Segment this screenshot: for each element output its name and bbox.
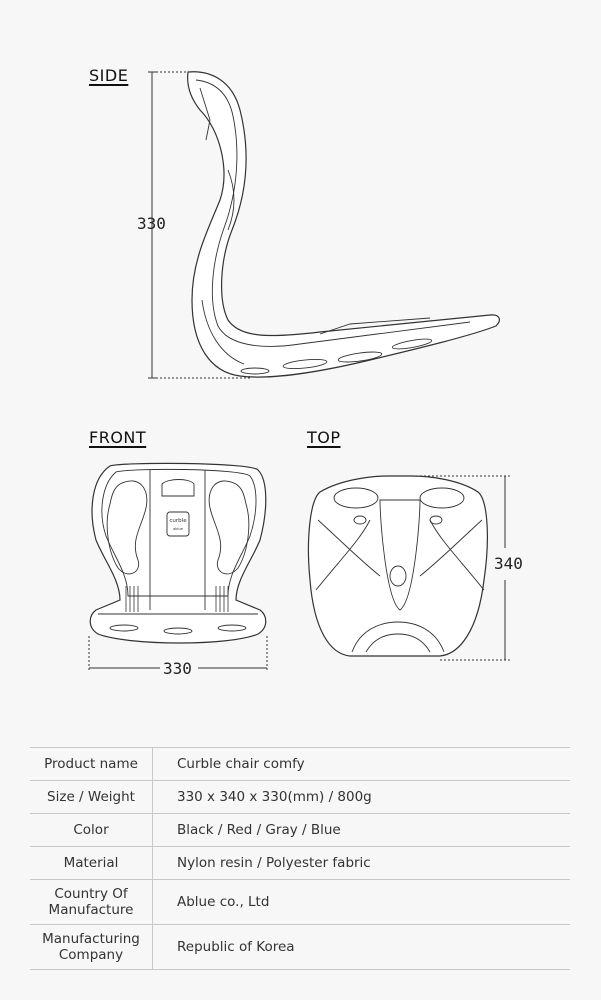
spec-value: Black / Red / Gray / Blue xyxy=(153,814,571,847)
front-view-label: FRONT xyxy=(89,428,147,447)
top-view-chair xyxy=(308,476,487,656)
front-badge-brand: curble xyxy=(169,518,187,524)
side-view-label: SIDE xyxy=(89,66,129,85)
spec-label: Color xyxy=(30,814,153,847)
spec-label: Country Of Manufacture xyxy=(30,880,153,925)
table-row xyxy=(30,925,570,970)
top-view-label: TOP xyxy=(307,428,341,447)
table-row xyxy=(30,847,570,880)
spec-table xyxy=(30,747,570,970)
side-height-dimension: 330 xyxy=(137,214,166,233)
table-row xyxy=(30,814,570,847)
front-badge-sub: ablue xyxy=(173,527,183,531)
spec-value: Curble chair comfy xyxy=(153,748,571,781)
table-row xyxy=(30,880,570,925)
spec-value: Ablue co., Ltd xyxy=(153,880,571,925)
side-view-chair xyxy=(188,72,500,377)
spec-label: Size / Weight xyxy=(30,781,153,814)
spec-value: Republic of Korea xyxy=(153,925,571,970)
table-row xyxy=(30,781,570,814)
front-view-chair xyxy=(90,463,266,643)
front-width-dimension: 330 xyxy=(163,659,192,678)
spec-value: Nylon resin / Polyester fabric xyxy=(153,847,571,880)
top-depth-dimension: 340 xyxy=(494,554,523,573)
spec-label: Product name xyxy=(30,748,153,781)
spec-value: 330 x 340 x 330(mm) / 800g xyxy=(153,781,571,814)
spec-label: Material xyxy=(30,847,153,880)
spec-label: Manufacturing Company xyxy=(30,925,153,970)
table-row xyxy=(30,748,570,781)
